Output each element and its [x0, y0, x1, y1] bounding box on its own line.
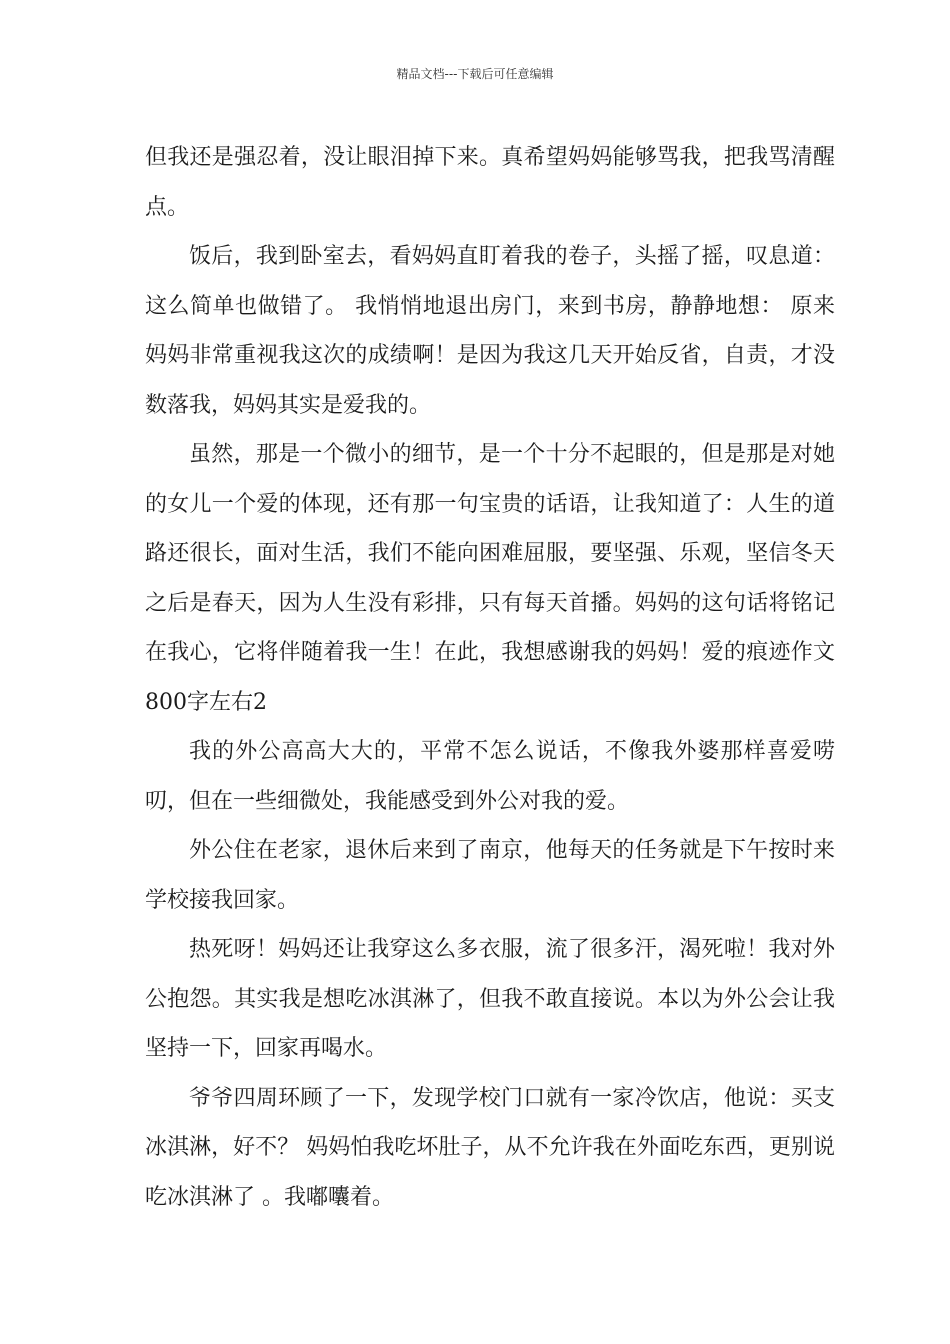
paragraph-3: 虽然，那是一个微小的细节，是一个十分不起眼的，但是那是对她的女儿一个爱的体现，还有那一句宝贵的话语，让我知道了：人生的道路还很长，面对生活，我们不能向困难屈服，要坚强、乐观，坚信冬天之后是春天，因为人生没有彩排，只有每天首播。妈妈的这句话将铭记在我心，它将伴随着我一生！在此，我想感谢我的妈妈！爱的痕迹作文800字左右2 [145, 442, 835, 715]
paragraph-4: 我的外公高高大大的，平常不怎么说话，不像我外婆那样喜爱唠叨，但在一些细微处，我能感受到外公对我的爱。 [145, 739, 835, 814]
paragraph-7: 爷爷四周环顾了一下，发现学校门口就有一家冷饮店，他说：买支冰淇淋，好不？ 妈妈怕我吃坏肚子，从不允许我在外面吃东西，更别说吃冰淇淋了 。我嘟囔着。 [145, 1085, 835, 1210]
page-header: 精品文档---下载后可任意编辑 [396, 67, 554, 81]
paragraph-6: 热死呀！妈妈还让我穿这么多衣服，流了很多汗，渴死啦！我对外公抱怨。其实我是想吃冰淇淋了，但我不敢直接说。本以为外公会让我坚持一下，回家再喝水。 [145, 937, 835, 1061]
paragraph-2: 饭后，我到卧室去，看妈妈直盯着我的卷子，头摇了摇，叹息道： 这么简单也做错了。 我悄悄地退出房门，来到书房，静静地想： 原来妈妈非常重视我这次的成绩啊！是因为我这几天开始反省，自责，才没数落我，妈妈其实是爱我的。 [145, 244, 835, 418]
document-body [145, 133, 835, 1222]
paragraph-5: 外公住在老家，退休后来到了南京，他每天的任务就是下午按时来学校接我回家。 [145, 838, 835, 913]
paragraph-1: 但我还是强忍着，没让眼泪掉下来。真希望妈妈能够骂我，把我骂清醒点。 [145, 145, 835, 220]
